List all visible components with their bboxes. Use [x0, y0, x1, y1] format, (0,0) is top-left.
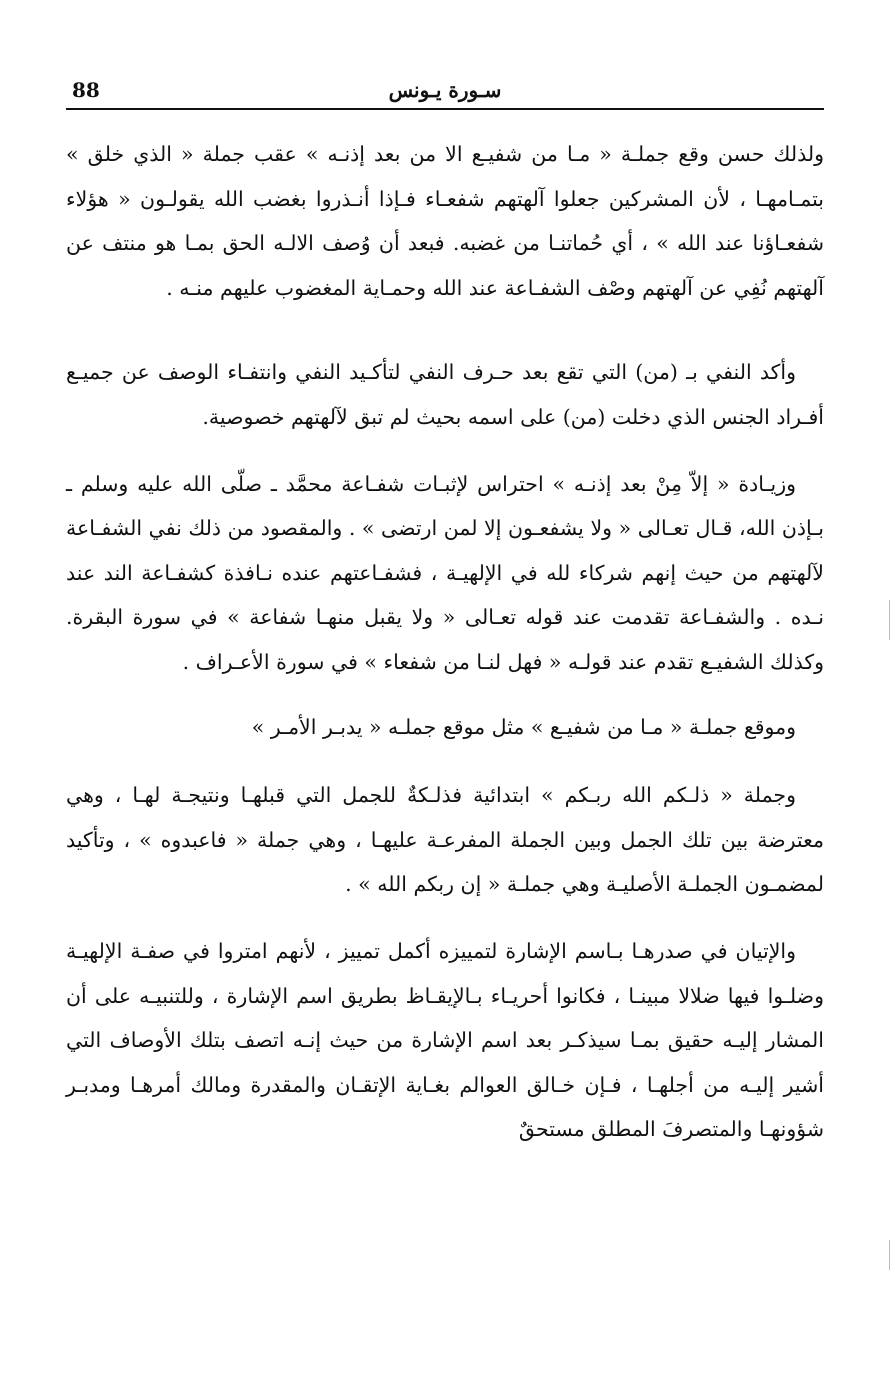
paragraph: وجملة « ذلـكم الله ربـكم » ابتدائية فذلـكةٌ للجمل التي قبلهـا ونتيجـة لهـا ، وهي معترضة بين تلك الجمل وبين الجملة المفرعـة عليهـا ، وهي جملة « فاعبدوه » ، وتأكيد لمضمـون الجملـة الأصليـة وهي جملـة « إن ربكم الله » . [66, 783, 824, 897]
paragraph: وأكد النفي بـ (من) التي تقع بعد حـرف النفي لتأكـيد النفي وانتفـاء الوصف عن جميـع أفـراد الجنس الذي دخلت (من) على اسمه بحيث لم تبق لآلهتهم خصوصية. [66, 360, 824, 429]
paragraph: وزيـادة « إلاّ مِنْ بعد إذنـه » احتراس لإثبـات شفـاعة محمَّد ـ صلّى الله عليه وسلم ـ بـإذن الله، قـال تعـالى « ولا يشفعـون إلا لمن ارتضى » . والمقصود من ذلك نفي الشفـاعة لآلهتهم من حيث إنهم شركاء لله في الإلهيـة ، فشفـاعتهم عنده نـافذة كشفـاعة الند عند نـده . والشفـاعة تقدمت عند قوله تعـالى « ولا يقبل منهـا شفاعة » في سورة البقرة. وكذلك الشفيـع تقدم عند قولـه « فهل لنـا من شفعاء » في سورة الأعـراف . [66, 471, 824, 674]
paragraph: ولذلك حسن وقع جملـة « مـا من شفيـع الا من بعد إذنـه » عقب جملة « الذي خلق » بتمـامهـا ، لأن المشركين جعلوا آلهتهم شفعـاء فـإذا أنـذروا بغضب الله يقولـون « هؤلاء شفعـاؤنا عند الله » ، أي حُماتنـا من غضبه. فبعد أن وُصف الالـه الحق بمـا هو منتف عن آلهتهم نُفِي عن آلهتهم وصْف الشفـاعة عند الله وحمـاية المغضوب عليهم منـه . [66, 142, 824, 300]
scan-edge-mark [889, 600, 890, 640]
page-header [66, 76, 824, 110]
book-page [66, 76, 824, 1336]
page-number: 88 [72, 78, 100, 102]
running-title: سـورة يـونس [388, 78, 502, 102]
paragraph: وموقع جملـة « مـا من شفيـع » مثل موقع جملـه « يدبـر الأمـر » [251, 714, 796, 739]
page-body [66, 132, 824, 1152]
scan-edge-mark [889, 1240, 890, 1270]
paragraph: والإتيان في صدرهـا بـاسم الإشارة لتمييزه أكمل تمييز ، لأنهم امتروا في صفـة الإلهيـة وضلـوا فيها ضلالا مبينـا ، فكانوا أحريـاء بـالإيقـاظ بطريق اسم الإشارة ، وللتنبيـه على أن المشار إليـه حقيق بمـا سيذكـر بعد اسم الإشارة من حيث إنـه اتصف بتلك الأوصاف التي أشير إليـه من أجلهـا ، فـإن خـالق العوالم بغـاية الإتقـان والمقدرة ومالك أمرهـا ومدبـر شؤونهـا والمتصرفَ المطلق مستحقٌ [66, 938, 824, 1142]
